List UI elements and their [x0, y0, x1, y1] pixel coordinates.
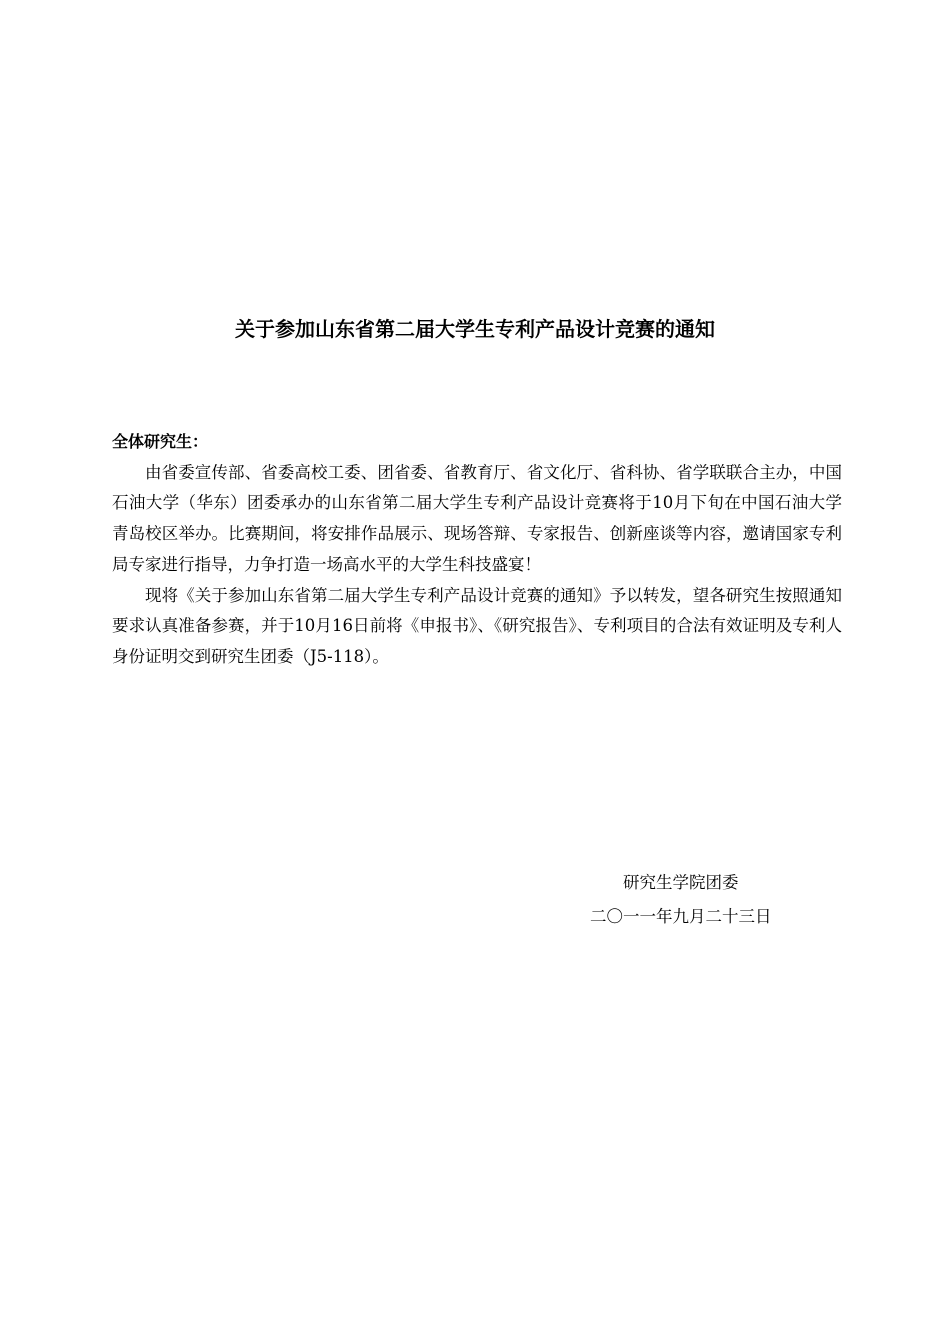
- signature-block: [560, 866, 840, 934]
- document-body: [112, 427, 842, 673]
- paragraph-2: 现将《关于参加山东省第二届大学生专利产品设计竞赛的通知》予以转发，望各研究生按照通知要求认真准备参赛，并于10月16日前将《申报书》、《研究报告》、专利项目的合法有效证明及专利人身份证明交到研究生团委（J5-118）。: [112, 585, 842, 666]
- document-title: 关于参加山东省第二届大学生专利产品设计竞赛的通知: [235, 317, 715, 341]
- paragraph-1: 由省委宣传部、省委高校工委、团省委、省教育厅、省文化厅、省科协、省学联联合主办，中国石油大学（华东）团委承办的山东省第二届大学生专利产品设计竞赛将于10月下旬在中国石油大学青岛校区举办。比赛期间，将安排作品展示、现场答辩、专家报告、创新座谈等内容，邀请国家专利局专家进行指导，力争打造一场高水平的大学生科技盛宴！: [112, 462, 842, 574]
- salutation: 全体研究生：: [112, 432, 209, 451]
- signature-date: 二〇一一年九月二十三日: [590, 907, 772, 926]
- signature-organization: 研究生学院团委: [623, 873, 739, 892]
